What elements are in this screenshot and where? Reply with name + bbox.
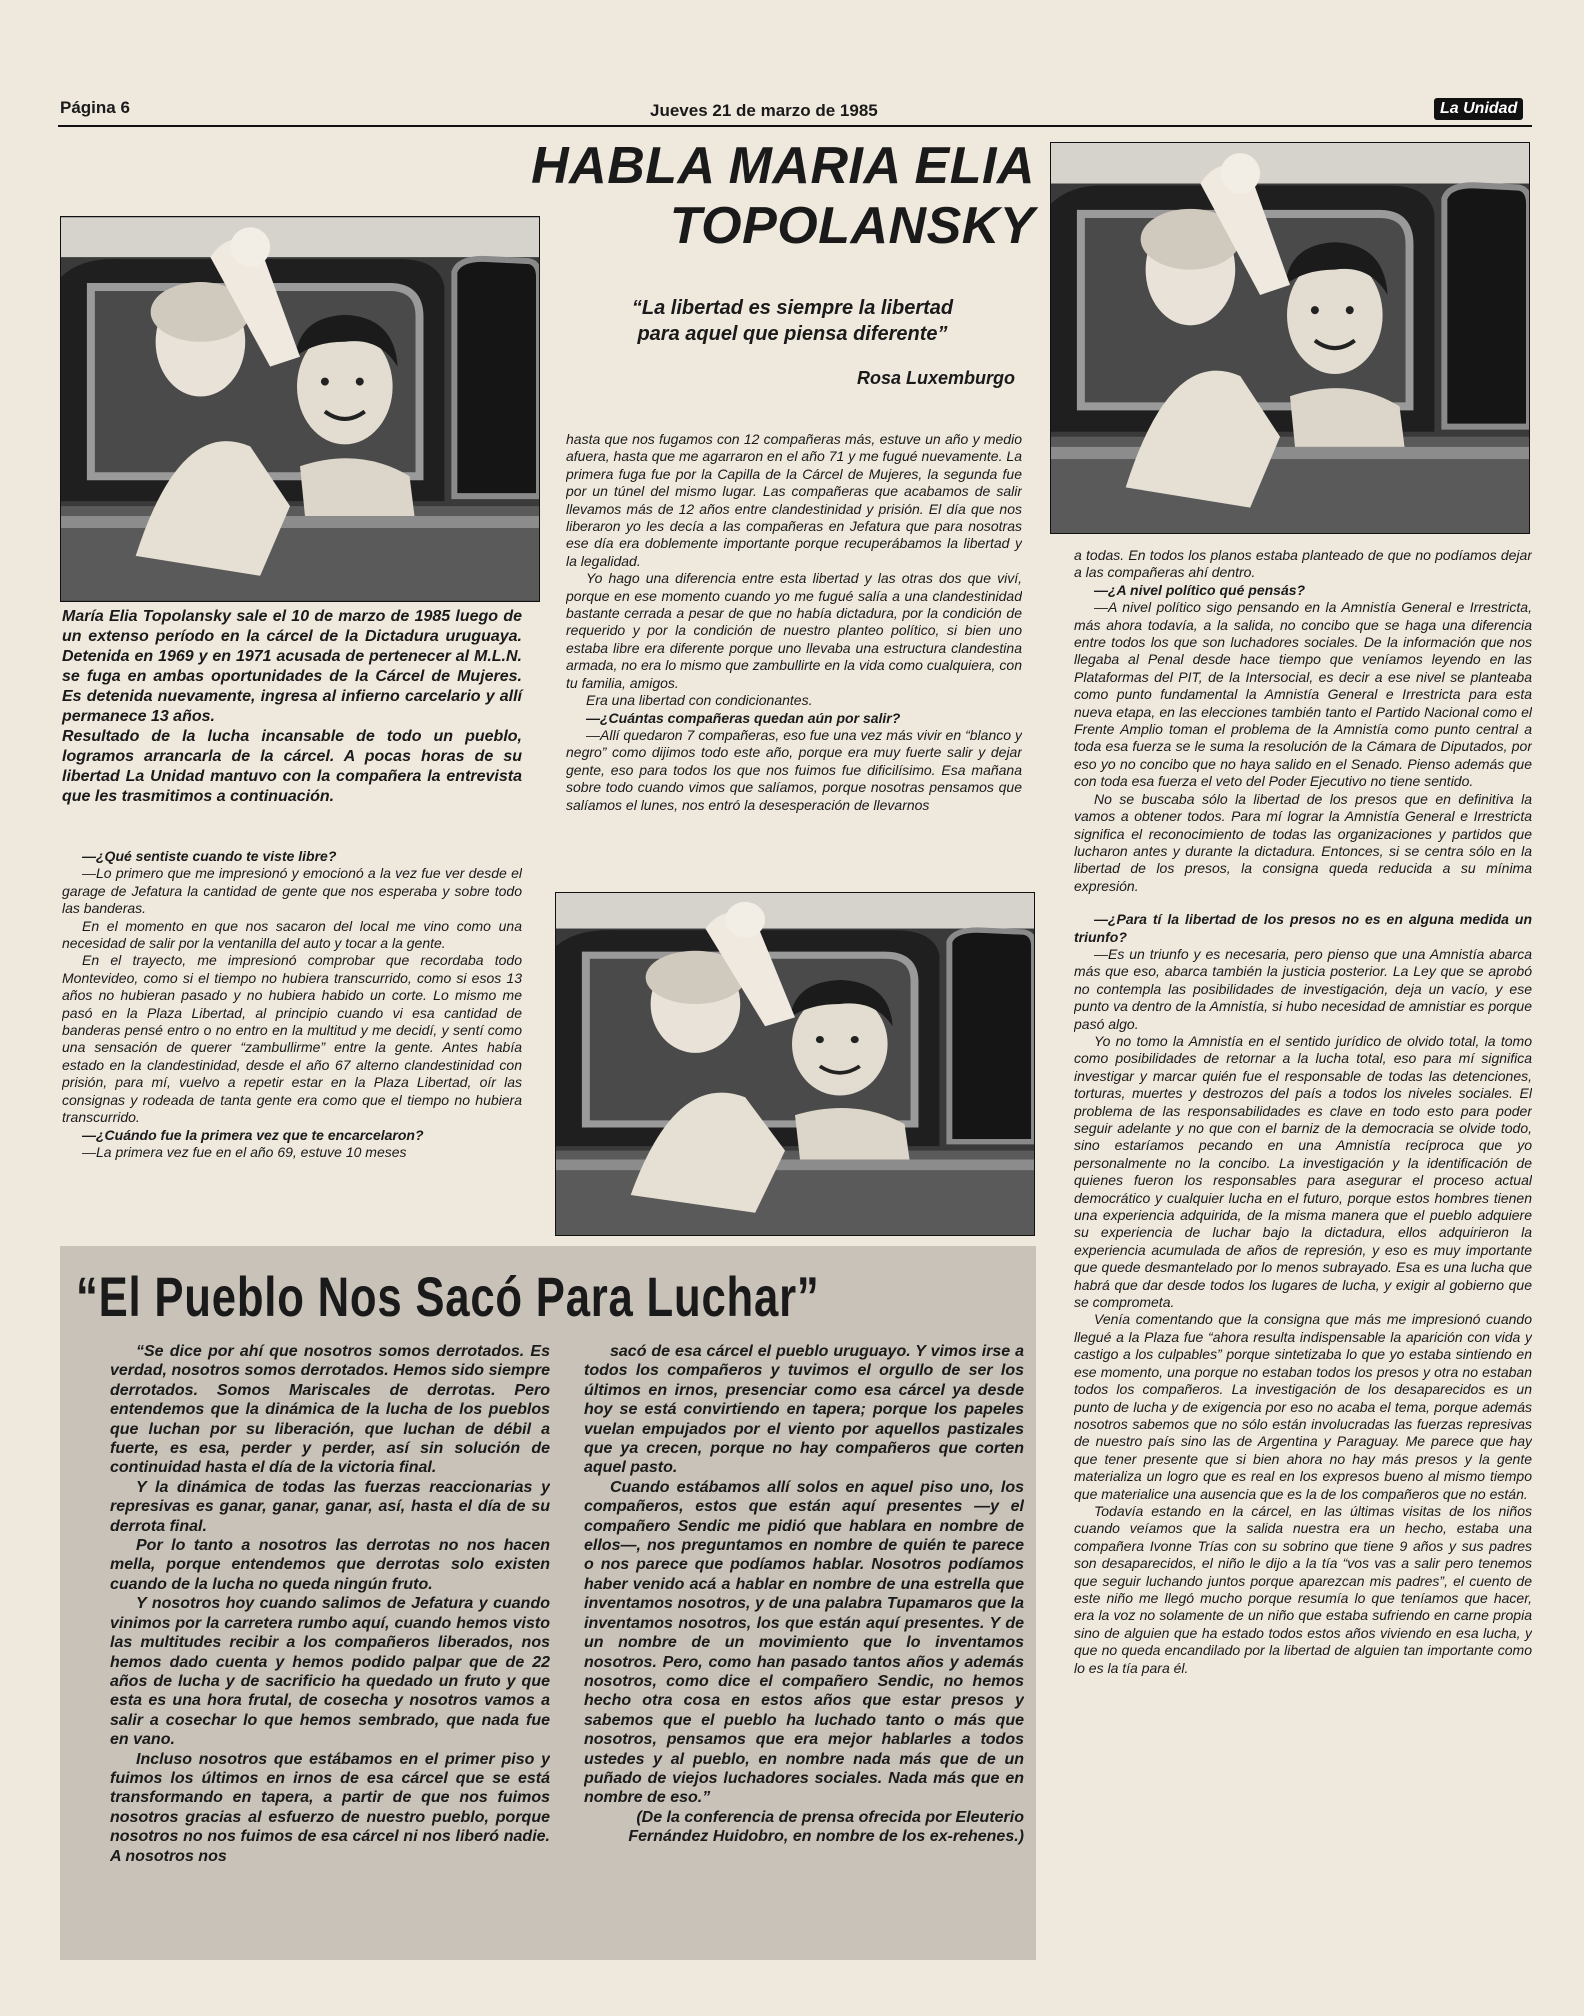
epigraph-line-1: “La libertad es siempre la libertad	[631, 297, 954, 319]
boxed-article-paragraph: Y nosotros hoy cuando salimos de Jefatura y cuando vinimos por la carretera rumbo aquí, cuando hemos visto las multitudes recibir a los compañeros liberados, nos hemos dado cuenta y hemos podido palpar que de 22 años de lucha y de sacrificio ha quedado un fruto y que esta es una hora frutal, de cosecha y nosotros vamos a salir a cosechar lo que hemos sembrado, que nada fue en vano.	[110, 1595, 550, 1749]
interview-paragraph: —La primera vez fue en el año 69, estuve 10 meses	[82, 1143, 407, 1160]
photo-women-waving-from-car-window-icon	[1051, 143, 1529, 533]
boxed-article-paragraph: Incluso nosotros que estábamos en el primer piso y fuimos los últimos en irnos de esa cárcel que se está transformando en tapera, a partir de que nos fuimos nosotros gracias al esfuerzo de nuestro pueblo, porque nosotros no nos fuimos de esa cárcel ni nos liberó nadie. A nosotros nos	[110, 1750, 550, 1865]
epigraph-author: Rosa Luxemburgo	[856, 368, 1015, 388]
masthead-logo: La Unidad	[1434, 98, 1523, 120]
photo-caption	[62, 607, 522, 807]
page-number: Página 6	[60, 98, 130, 117]
photo-middle	[555, 892, 1035, 1236]
boxed-article	[60, 1246, 1036, 1960]
interview-column-2	[566, 431, 1022, 883]
issue-date: Jueves 21 de marzo de 1985	[650, 101, 878, 120]
interview-paragraph: hasta que nos fugamos con 12 compañeras más, estuve un año y medio afuera, hasta que me agarraron en el año 71 y me fugué nuevamente. La primera fuga fue por la Capilla de la Cárcel de Mujeres, la segunda fue por un túnel del mismo lugar. Las compañeras que acabamos de salir llevamos más de 12 años entre clandestinidad y prisión. El día que nos liberaron yo les decía a las compañeras en Jefatura que para nosotras ese día era doblemente importante porque recuperábamos la libertad y la legalidad.	[566, 431, 1022, 569]
headline-line-2: TOPOLANSKY	[669, 197, 1035, 255]
interview-column-3	[1074, 547, 1532, 1955]
boxed-article-paragraph: sacó de esa cárcel el pueblo uruguayo. Y vimos irse a todos los compañeros y tuvimos el orgullo de ser los últimos en irnos, presenciar como esa cárcel ya desde hoy se está convirtiendo en tapera; porque los papeles vuelan empujados por el viento por aquellos pastizales que ya crecen, porque no hay compañeros que corten aquel pasto.	[584, 1343, 1024, 1477]
boxed-article-left-column	[110, 1342, 550, 1942]
epigraph	[560, 295, 1025, 347]
interview-paragraph: Era una libertad con condicionantes.	[586, 692, 813, 709]
interview-column-1	[62, 848, 522, 1228]
headline-line-1: HABLA MARIA ELIA	[531, 137, 1035, 195]
boxed-article-paragraph: Y la dinámica de todas las fuerzas reaccionarias y represivas es ganar, ganar, ganar, así, hasta el día de su derrota final.	[110, 1478, 550, 1535]
interview-paragraph: No se buscaba sólo la libertad de los presos que en definitiva la vamos a obtener todos. Para mí lograr la Amnistía General e Irrestricta significa el reconocimiento de todas las organizaciones y partidos que lucharon antes y durante la dictadura. Entonces, si se centra sólo en la libertad de los presos, la consigna queda reducida a su mínima expresión.	[1074, 790, 1532, 894]
boxed-article-paragraph: Por lo tanto a nosotros las derrotas no nos hacen mella, porque entendemos que derrotas solo existen cuando de la lucha no queda ningún fruto.	[110, 1537, 550, 1593]
photo-women-waving-from-car-window-icon	[61, 217, 539, 601]
interview-question: —¿Para tí la libertad de los presos no es en alguna medida un triunfo?	[1074, 911, 1532, 945]
caption-paragraph: Resultado de la lucha incansable de todo un pueblo, logramos arrancarla de la cárcel. A pocas horas de su libertad La Unidad mantuvo con la compañera la entrevista que les trasmitimos a continuación.	[62, 728, 522, 805]
interview-paragraph: —Lo primero que me impresionó y emocionó a la vez fue ver desde el garage de Jefatura la cantidad de gente que nos esperaba y sobre todo las banderas.	[62, 865, 522, 917]
interview-paragraph: —Es un triunfo y es necesaria, pero pienso que una Amnistía abarca más que eso, abarca también la justicia posterior. La Ley que se aprobó no contempla las posibilidades de investigación, deja un vacío, y ese punto va dentro de la Amnistía, si hubo necesidad de amnistiar es porque pasó algo.	[1074, 945, 1532, 1032]
interview-paragraph: Yo no tomo la Amnistía en el sentido jurídico de olvido total, la tomo como posibilidades de retornar a la lucha total, eso para mí significa investigar y marcar quién fue el responsable de todas las detenciones, torturas, muertes y destrozos del país a todos los niveles sociales. El problema de las responsabilidades es clave en todo esto para poder seguir adelante y no que con el barniz de la democracia se olvide todo, sino estaríamos pecando en una Amnistía recíproca que yo personalmente no la concibo. La investigación y la identificación de quienes fueron los responsables para asegurar el proceso actual democrático y cualquier lucha en el futuro, porque estos hombres tienen una experiencia adquirida, de la misma manera que el pueblo adquiere su experiencia de luchar bajo la dictadura, ellos adquirieron la experiencia acumulada de años de represión, y eso es muy importante que quede desmantelado por lo menos subrayado. Esa es una lucha que habrá que dar desde todos los lugares de lucha, y exigir al gobierno que se comprometa.	[1074, 1032, 1532, 1311]
interview-paragraph: Todavía estando en la cárcel, en las últimas visitas de los niños cuando veíamos que la salida nuestra era un hecho, estaba una compañera Ivonne Trías con su sobrino que tiene 9 años y sus padres son desaparecidos, el niño le dijo a la tía “vos vas a salir pero tenemos que seguir luchando juntos porque aparezcan mis padres”, el cuento de este niño me llegó mucho porque resumía lo que teníamos que hacer, era la voz no solamente de un niño que estaba sufriendo en carne propia sino de alguien que ha estado todos estos años viviendo en esa lucha, y que no queda encandilado por la libertad de alguien tan importante como lo es la tía para él.	[1074, 1502, 1532, 1676]
boxed-article-title: “El Pueblo Nos Sacó Para Luchar”	[76, 1265, 820, 1328]
interview-paragraph: Venía comentando que la consigna que más me impresionó cuando llegué a la Plaza fue “ahora resulta indispensable la aparición con vida y castigo a los culpables” porque sintetizaba lo que yo estaba sintiendo en ese momento, una porque no estaban todos los presos y otra no estaban todos los compañeros. La investigación de los desaparecidos es un punto de lucha y de exigencia por eso no acaba el tema, porque además nosotros sabemos que no sólo están involucradas las fuerzas represivas de nuestro país sino las de Argentina y Paraguay. Me parece que hay que tener presente que si bien ahora no hay más presos y la gente materializa un logro que es real en los expresos bueno al mismo tiempo que materialice una ausencia que es la de los compañeros que no están.	[1074, 1311, 1532, 1502]
boxed-article-paragraph: Cuando estábamos allí solos en aquel piso uno, los compañeros, estos que están aquí presentes —y el compañero Sendic me pidió que hablara en nombre de ellos—, nos preguntamos en nombre de quién te parece o nos parece que podíamos hablar. Nosotros podíamos haber venido acá a hablar en nombre de una estrella que inventamos nosotros, y de una palabra Tupamaros que la inventamos nosotros, los que están aquí presentes. Y de un nombre de un movimiento que lo inventamos nosotros. Pero, como han pasado tantos años y además nosotros, como dice el compañero Sendic, no hemos hecho otra cosa en estos años que estar presos y sabemos que el pueblo ha luchado tanto o más que nosotros, pensamos que era mejor hablarles a todos ustedes y al pueblo, en nombre nada más que de un puñado de viejos luchadores sociales. Nada más que en nombre de eso.”	[584, 1478, 1024, 1807]
boxed-article-right-column	[584, 1342, 1024, 1952]
interview-question: —¿Cuándo fue la primera vez que te encarcelaron?	[82, 1126, 424, 1143]
interview-question: —¿Qué sentiste cuando te viste libre?	[82, 848, 337, 864]
interview-paragraph: En el trayecto, me impresionó comprobar que recordaba todo Montevideo, como si el tiempo no hubiera transcurrido, como si esos 13 años no hubieran pasado y no hubiera habido un corte. Lo mismo me pasó en la Plaza Libertad, al principio cuando vi esa cantidad de banderas pensé entro o no entro en la multitud y me decidí, y sentí como una sensación de querer “zambullirme” entre la gente. Antes había estado en la clandestinidad, desde el año 67 alterno clandestinidad con prisión, para mí, vuelvo a repetir estar en la Plaza Libertad, oír las consignas y rodeada de tanta gente era como que el tiempo no hubiera transcurrido.	[62, 952, 522, 1126]
photo-women-waving-from-car-window-icon	[556, 893, 1034, 1235]
caption-paragraph: María Elia Topolansky sale el 10 de marzo de 1985 luego de un extenso período en la cárcel de la Dictadura uruguaya. Detenida en 1969 y en 1971 acusada de pertenecer al M.L.N. se fuga en ambas oportunidades de la Cárcel de Mujeres. Es detenida nuevamente, ingresa al infierno carcelario y allí permanece 13 años.	[62, 608, 522, 725]
boxed-article-credit: (De la conferencia de prensa ofrecida por Eleuterio Fernández Huidobro, en nombre de los ex-rehenes.)	[628, 1808, 1024, 1846]
epigraph-line-2: para aquel que piensa diferente”	[637, 323, 948, 345]
interview-paragraph: a todas. En todos los planos estaba planteado de que no podíamos dejar a las compañeras ahí dentro.	[1074, 547, 1532, 581]
boxed-article-paragraph: “Se dice por ahí que nosotros somos derrotados. Es verdad, nosotros somos derrotados. Hemos sido siempre derrotados. Somos Mariscales de derrotas. Pero entendemos que la dinámica de la lucha de los pueblos que luchan por su liberación, que luchan de débil a fuerte, es esa, perder y perder, así sin solución de continuidad hasta el día de la victoria final.	[110, 1343, 550, 1477]
interview-paragraph: —Allí quedaron 7 compañeras, eso fue una vez más vivir en “blanco y negro” como dijimos todo este año, porque era muy fuerte salir y dejar gente, eso para todos los que nos fuimos fue dificilísimo. Esa mañana sobre todo cuando vimos que salíamos, porque nosotras pensamos que salíamos el lunes, nos entró la desesperación de llevarnos	[566, 726, 1022, 813]
interview-paragraph: Yo hago una diferencia entre esta libertad y las otras dos que viví, porque en ese momento cuando yo me fugué salía a una clandestinidad bastante cerrada a pesar de que no había dictadura, por la condición de requerido y por la condición de nuestro planteo político, si bien uno estaba libre era diferente porque uno llevaba una estructura clandestina armada, no era lo mismo que zambullirte en la vida como cualquiera, con tu familia, amigos.	[566, 570, 1022, 691]
photo-right	[1050, 142, 1530, 534]
photo-left	[60, 216, 540, 602]
interview-question: —¿Cuántas compañeras quedan aún por salir?	[586, 709, 901, 726]
interview-paragraph: —A nivel político sigo pensando en la Amnistía General e Irrestricta, más ahora todavía, a la salida, no concibo que se haga una diferencia entre todos los que son luchadores sociales. De la información que nos llegaba al Penal desde hace tiempo que veníamos leyendo en las Plataformas del PIT, de la Intersocial, es decir a ese nivel se planteaba como punto fundamental la Amnistía General e Irrestricta para esta nueva etapa, en las elecciones también tanto el Partido Nacional como el Frente Amplio toman el problema de la Amnistía como punto central a toda esa fuerza se le suma la resolución de la Cámara de Diputados, por eso yo no concibo que no haya salido en el Senado. Pienso además que con toda esa fuerza el veto del Poder Ejecutivo no tiene sentido.	[1074, 599, 1532, 790]
interview-paragraph: En el momento en que nos sacaron del local me vino como una necesidad de salir por la ventanilla del auto y tocar a la gente.	[62, 917, 522, 952]
interview-question: —¿A nivel político qué pensás?	[1094, 581, 1306, 598]
header-rule	[58, 125, 1532, 127]
